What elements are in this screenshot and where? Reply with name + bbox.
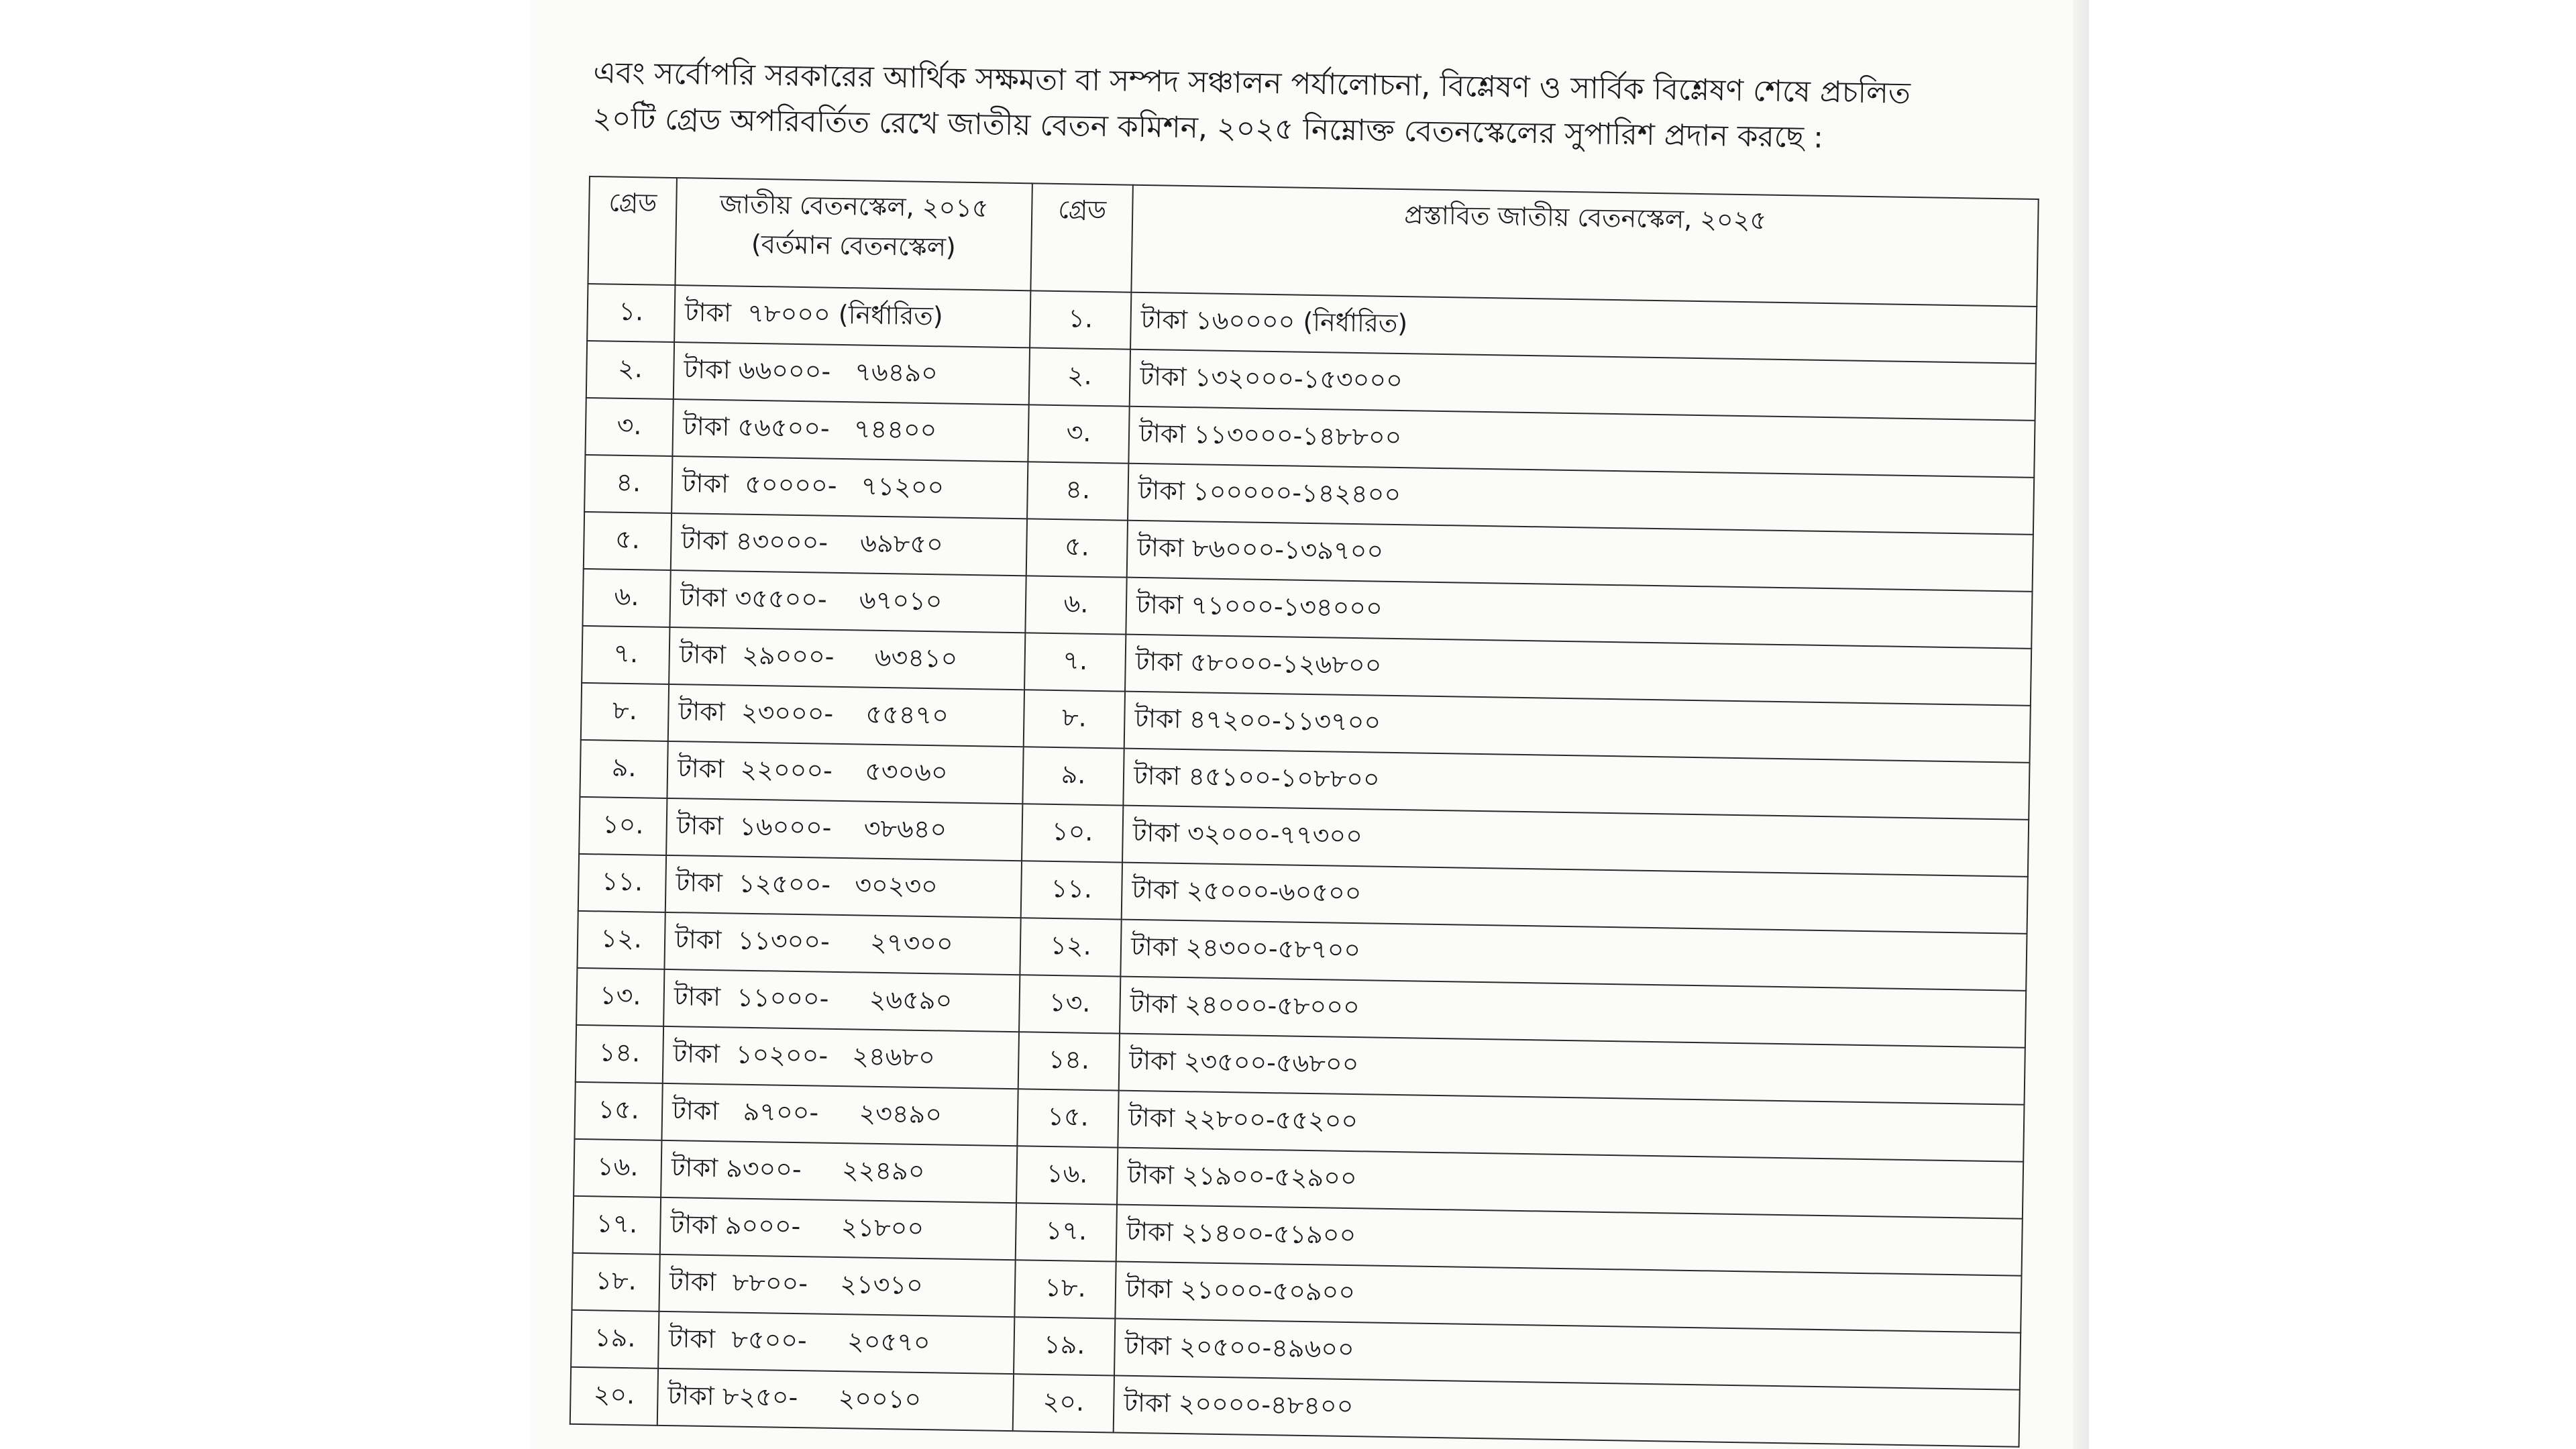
cell-scale-new: টাকা ১০০০০০-১৪২৪০০ — [1128, 464, 2034, 535]
cell-grade-old: ১১. — [578, 854, 666, 912]
cell-scale-old: টাকা ৩৫৫০০- ৬৭০১০ — [669, 570, 1026, 633]
cell-grade-old: ১৮. — [572, 1253, 659, 1311]
cell-grade-old: ১২. — [577, 911, 665, 969]
cell-grade-new: ১১. — [1021, 861, 1122, 919]
cell-grade-new: ৬. — [1025, 576, 1126, 634]
cell-grade-old: ১৫. — [574, 1082, 662, 1140]
cell-scale-new: টাকা ১১৩০০০-১৪৮৮০০ — [1128, 407, 2035, 478]
cell-grade-new: ১৭. — [1016, 1203, 1117, 1261]
cell-scale-new: টাকা ২২৮০০-৫৫২০০ — [1118, 1091, 2024, 1162]
cell-scale-old: টাকা ৯৭০০- ২৩৪৯০ — [661, 1083, 1018, 1146]
cell-grade-new: ১৩. — [1019, 975, 1120, 1033]
cell-grade-new: ৭. — [1024, 633, 1126, 691]
cell-scale-new: টাকা ১৬০০০০ (নির্ধারিত) — [1130, 292, 2037, 364]
cell-scale-old: টাকা ৫০০০০- ৭১২০০ — [672, 456, 1028, 519]
cell-grade-old: ৬. — [582, 569, 670, 627]
cell-scale-old: টাকা ১০২০০- ২৪৬৮০ — [663, 1026, 1019, 1089]
cell-scale-old: টাকা ৯৩০০- ২২৪৯০ — [661, 1140, 1017, 1203]
intro-line-1: এবং সর্বোপরি সরকারের আর্থিক সক্ষমতা বা সম্পদ সঞ্চালন পর্যালোচনা, বিশ্লেষণ ও সার্বিক বিশ্লেষণ শেষে প্রচলিত — [593, 55, 1911, 111]
cell-grade-new: ১৬. — [1016, 1146, 1118, 1204]
cell-scale-new: টাকা ১৩২০০০-১৫৩০০০ — [1130, 350, 2036, 421]
header-grade-new: গ্রেড — [1030, 183, 1132, 292]
cell-grade-old: ১৪. — [576, 1025, 663, 1083]
cell-scale-old: টাকা ৮২৫০- ২০০১০ — [657, 1368, 1014, 1431]
cell-scale-new: টাকা ২০০০০-৪৮৪০০ — [1114, 1376, 2020, 1447]
cell-scale-new: টাকা ২০৫০০-৪৯৬০০ — [1114, 1319, 2021, 1390]
pay-scale-table — [570, 176, 2039, 1448]
header-scale-old-subtitle: (বর্তমান বেতনস্কেল) — [751, 229, 957, 262]
cell-scale-new: টাকা ২৪৩০০-৫৮৭০০ — [1120, 920, 2027, 991]
cell-grade-old: ১৬. — [574, 1139, 661, 1197]
cell-scale-new: টাকা ৫৮০০০-১২৬৮০০ — [1125, 635, 2031, 706]
cell-scale-old: টাকা ১৬০০০- ৩৮৬৪০ — [666, 798, 1022, 861]
cell-grade-old: ৩. — [585, 398, 673, 456]
cell-grade-old: ১৯. — [571, 1310, 659, 1368]
header-grade-old: গ্রেড — [588, 176, 676, 285]
cell-grade-old: ২. — [586, 341, 674, 399]
cell-grade-new: ৩. — [1028, 405, 1129, 463]
cell-grade-old: ১৩. — [576, 968, 664, 1026]
cell-grade-old: ১. — [587, 284, 675, 342]
header-scale-old-title: জাতীয় বেতনস্কেল, ২০১৫ — [719, 189, 989, 223]
cell-grade-new: ১২. — [1020, 918, 1121, 976]
cell-grade-old: ৭. — [582, 626, 669, 684]
cell-grade-new: ৯. — [1022, 747, 1124, 805]
cell-scale-old: টাকা ৬৬০০০- ৭৬৪৯০ — [674, 342, 1030, 405]
cell-scale-old: টাকা ১২৫০০- ৩০২৩০ — [665, 855, 1022, 918]
cell-grade-old: ১৭. — [573, 1196, 661, 1254]
page-edge — [2073, 0, 2089, 1449]
cell-grade-old: ১০. — [579, 797, 667, 855]
cell-grade-new: ১৪. — [1018, 1032, 1120, 1090]
cell-grade-new: ১০. — [1022, 804, 1123, 862]
cell-scale-new: টাকা ২১০০০-৫০৯০০ — [1115, 1262, 2021, 1333]
cell-grade-new: ২০. — [1013, 1374, 1114, 1432]
cell-grade-new: ১৮. — [1014, 1260, 1116, 1318]
cell-scale-old: টাকা ৫৬৫০০- ৭৪৪০০ — [672, 399, 1028, 462]
cell-grade-old: ৪. — [584, 455, 672, 513]
cell-scale-old: টাকা ৪৩০০০- ৬৯৮৫০ — [671, 513, 1027, 576]
cell-scale-new: টাকা ২১৪০০-৫১৯০০ — [1116, 1205, 2023, 1276]
header-scale-old — [675, 178, 1032, 290]
cell-grade-new: ৮. — [1024, 690, 1125, 748]
cell-scale-old: টাকা ২৯০০০- ৬৩৪১০ — [669, 627, 1025, 690]
cell-grade-old: ২০. — [570, 1367, 658, 1426]
header-scale-new: প্রস্তাবিত জাতীয় বেতনস্কেল, ২০২৫ — [1131, 185, 2038, 307]
cell-scale-new: টাকা ২৩৫০০-৫৬৮০০ — [1119, 1034, 2025, 1105]
table-body — [570, 284, 2037, 1447]
cell-scale-new: টাকা ২৪০০০-৫৮০০০ — [1120, 977, 2026, 1048]
cell-scale-new: টাকা ৪৭২০০-১১৩৭০০ — [1124, 692, 2031, 763]
cell-scale-old: টাকা ৭৮০০০ (নির্ধারিত) — [674, 285, 1030, 347]
cell-grade-new: ১. — [1030, 290, 1131, 349]
cell-grade-old: ৯. — [580, 740, 667, 798]
cell-scale-new: টাকা ৭১০০০-১৩৪০০০ — [1126, 578, 2032, 649]
cell-scale-new: টাকা ৮৬০০০-১৩৯৭০০ — [1127, 521, 2033, 592]
cell-scale-old: টাকা ৯০০০- ২১৮০০ — [660, 1197, 1016, 1260]
cell-grade-old: ৫. — [584, 512, 672, 570]
cell-scale-old: টাকা ২৩০০০- ৫৫৪৭০ — [668, 684, 1024, 747]
pay-scale-table-container — [570, 176, 2038, 1448]
cell-grade-new: ১৯. — [1014, 1317, 1115, 1375]
intro-line-2: ২০টি গ্রেড অপরিবর্তিত রেখে জাতীয় বেতন কমিশন, ২০২৫ নিম্নোক্ত বেতনস্কেলের সুপারিশ প্রদান করছে : — [592, 101, 1824, 155]
cell-scale-new: টাকা ২৫০০০-৬০৫০০ — [1122, 863, 2028, 934]
cell-scale-old: টাকা ১১৩০০- ২৭৩০০ — [664, 912, 1020, 975]
cell-scale-old: টাকা ৮৮০০- ২১৩১০ — [659, 1254, 1015, 1317]
cell-scale-old: টাকা ১১০০০- ২৬৫৯০ — [663, 969, 1020, 1032]
cell-scale-new: টাকা ৪৫১০০-১০৮৮০০ — [1123, 749, 2029, 820]
cell-scale-old: টাকা ৮৫০০- ২০৫৭০ — [658, 1311, 1014, 1374]
cell-grade-new: ৫. — [1026, 519, 1128, 577]
cell-grade-old: ৮. — [581, 683, 669, 741]
cell-grade-new: ২. — [1029, 347, 1130, 406]
cell-grade-new: ১৫. — [1017, 1089, 1118, 1147]
cell-scale-new: টাকা ৩২০০০-৭৭৩০০ — [1122, 806, 2029, 877]
cell-scale-old: টাকা ২২০০০- ৫৩০৬০ — [667, 741, 1023, 804]
cell-scale-new: টাকা ২১৯০০-৫২৯০০ — [1117, 1148, 2023, 1219]
cell-grade-new: ৪. — [1027, 462, 1128, 520]
